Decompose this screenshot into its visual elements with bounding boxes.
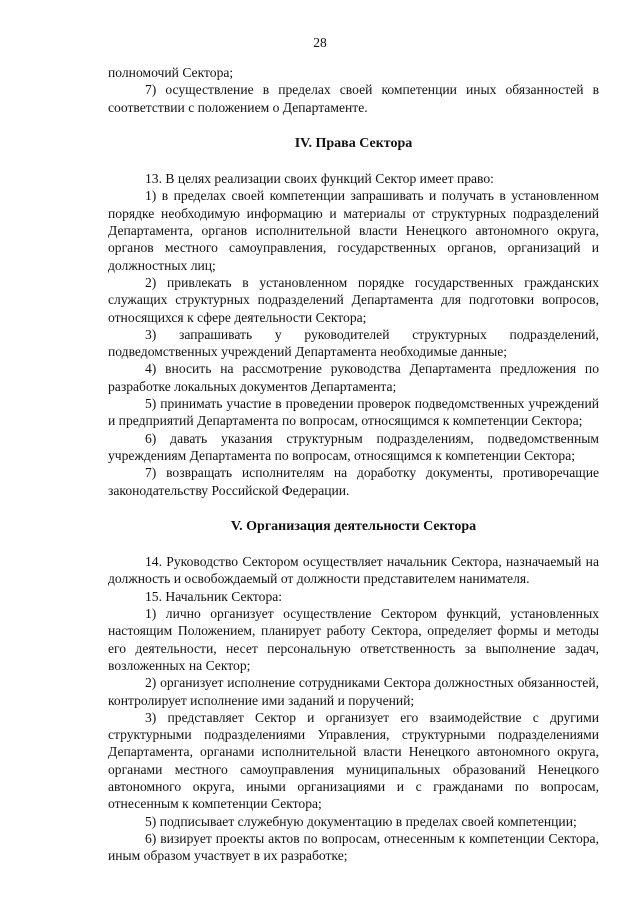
intro-line-1: полномочий Сектора; bbox=[108, 65, 234, 80]
clause-13-item-3: 3) запрашивать у руководителей структурных подразделений, подведомственных учреждений Департамента необходимые данные; bbox=[108, 326, 599, 360]
intro-line-2: 7) осуществление в пределах своей компетенции иных обязанностей в соответствии с положением о Департаменте. bbox=[108, 82, 599, 115]
clause-15-item-3: 3) представляет Сектор и организует его взаимодействие с другими структурными подразделениями Управления, структурными подразделениями Департамента, органами исполнительной власти Ненецкого автономного округа, органами местного самоуправления муниципальных образований Ненецкого автономного округа, иными организациями и с гражданами по вопросам, отнесенным к компетенции Сектора; bbox=[108, 709, 599, 812]
section-5-heading: V. Организация деятельности Сектора bbox=[230, 518, 477, 534]
clause-13-item-6: 6) давать указания структурным подразделениям, подведомственным учреждениям Департамента по вопросам, относящимся к компетенции Сектора; bbox=[108, 430, 599, 463]
clause-13-item-4: 4) вносить на рассмотрение руководства Департамента предложения по разработке локальных документов Департамента; bbox=[108, 361, 599, 394]
clause-13-item-1: 1) в пределах своей компетенции запрашивать и получать в установленном порядке необходимую информацию и материалы от структурных подразделений Департамента, органов исполнительной власти Ненецкого автономного округа, органов местного самоуправления, государственных органов, организаций и должностных лиц; bbox=[108, 188, 599, 273]
page-number: 28 bbox=[313, 35, 327, 50]
clause-14: 14. Руководство Сектором осуществляет начальник Сектора, назначаемый на должность и освобождаемый от должности представителем нанимателя. bbox=[108, 554, 599, 587]
clause-15-item-6: 6) визирует проекты актов по вопросам, отнесенным к компетенции Сектора, иным образом участвует в их разработке; bbox=[108, 830, 599, 864]
section-4-heading: IV. Права Сектора bbox=[294, 135, 413, 151]
clause-13-item-7: 7) возвращать исполнителям на доработку документы, противоречащие законодательству Российской Федерации. bbox=[108, 465, 599, 498]
clause-15-item-2: 2) организует исполнение сотрудниками Сектора должностных обязанностей, контролирует исполнение ими заданий и поручений; bbox=[108, 675, 599, 708]
clause-15: 15. Начальник Сектора: bbox=[145, 588, 283, 604]
clause-13-item-5: 5) принимать участие в проведении проверок подведомственных учреждений и предприятий Департамента по вопросам, относящимся к компетенции Сектора; bbox=[108, 396, 599, 429]
clause-15-item-1: 1) лично организует осуществление Сектором функций, установленных настоящим Положением, планирует работу Сектора, определяет формы и методы его деятельности, несет персональную ответственность за выполнение задач, возложенных на Сектор; bbox=[108, 606, 599, 673]
document-body bbox=[108, 64, 599, 864]
clause-13: 13. В целях реализации своих функций Сектор имеет право: bbox=[145, 171, 494, 187]
clause-13-item-2: 2) привлекать в установленном порядке государственных гражданских служащих структурных подразделений Департамента для подготовки вопросов, относящихся к сфере деятельности Сектора; bbox=[108, 274, 599, 325]
clause-15-item-5: 5) подписывает служебную документацию в пределах своей компетенции; bbox=[145, 813, 577, 829]
